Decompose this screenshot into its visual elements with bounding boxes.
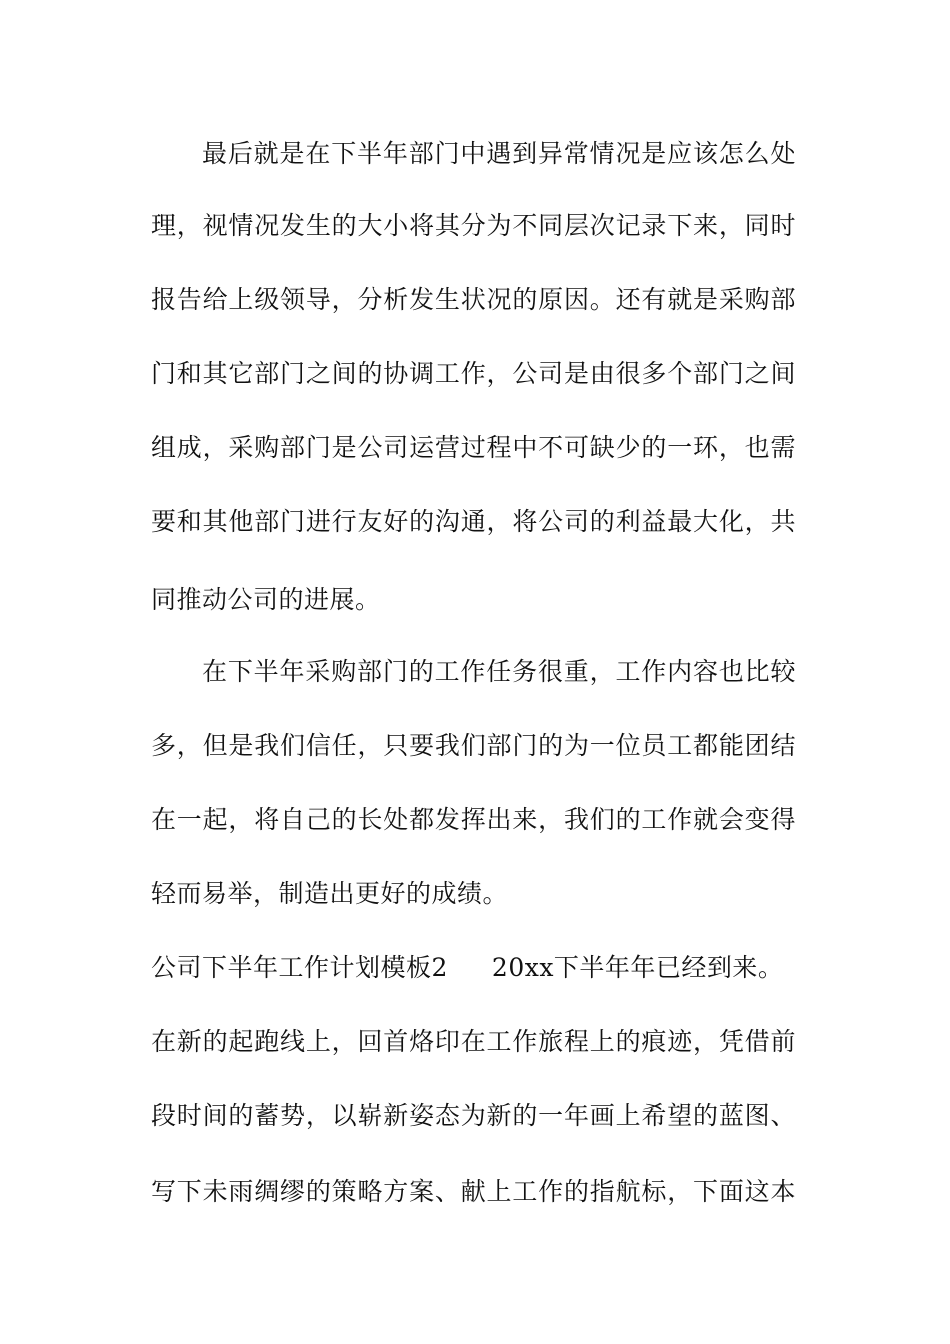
text-line: 在下半年采购部门的工作任务很重，工作内容也比较 <box>202 657 796 686</box>
text-line: 要和其他部门进行友好的沟通，将公司的利益最大化，共 <box>151 507 796 536</box>
text-line: 段时间的蓄势，以崭新姿态为新的一年画上希望的蓝图、 <box>151 1101 796 1130</box>
text-line: 门和其它部门之间的协调工作，公司是由很多个部门之间 <box>151 359 796 388</box>
text-line: 写下未雨绸缪的策略方案、献上工作的指航标，下面这本 <box>151 1177 796 1206</box>
heading-line <box>151 948 796 988</box>
text-line: 轻而易举，制造出更好的成绩。 <box>151 879 509 908</box>
text-line: 报告给上级领导，分析发生状况的原因。还有就是采购部 <box>151 285 796 314</box>
section-title: 公司下半年工作计划模板2 <box>151 953 448 982</box>
text-line: 最后就是在下半年部门中遇到异常情况是应该怎么处 <box>202 139 796 168</box>
text-line: 多，但是我们信任，只要我们部门的为一位员工都能团结 <box>151 731 796 760</box>
text-line: 在新的起跑线上，回首烙印在工作旅程上的痕迹，凭借前 <box>151 1027 796 1056</box>
text-line: 同推动公司的进展。 <box>151 585 381 614</box>
text-line: 在一起，将自己的长处都发挥出来，我们的工作就会变得 <box>151 805 796 834</box>
text-line: 理，视情况发生的大小将其分为不同层次记录下来，同时 <box>151 211 796 240</box>
text-line: 组成，采购部门是公司运营过程中不可缺少的一环，也需 <box>151 433 796 462</box>
intro-sentence: 20xx下半年年已经到来。 <box>491 953 784 982</box>
